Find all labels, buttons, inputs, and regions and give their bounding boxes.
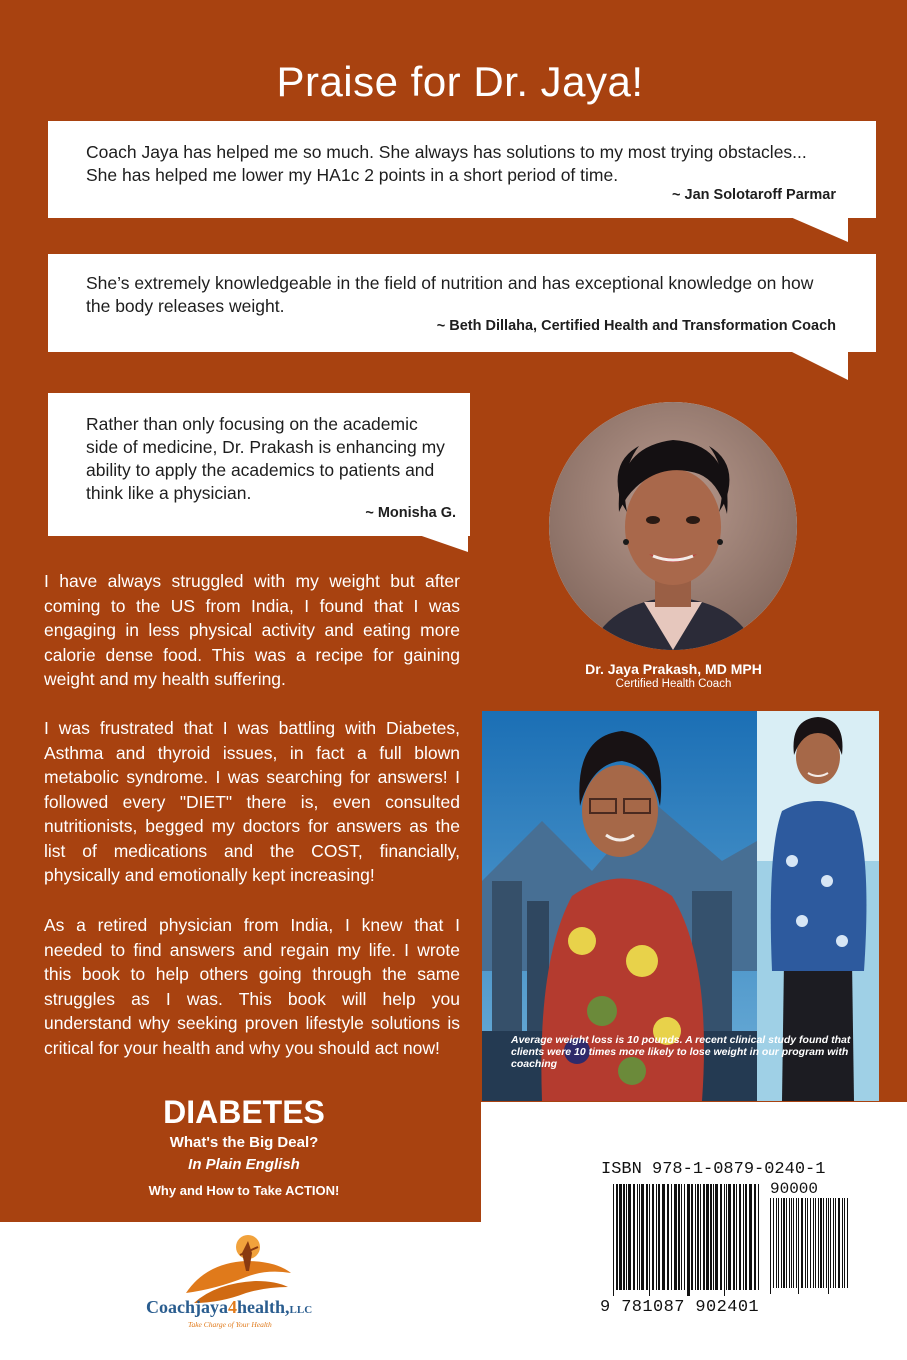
testimonial-author: ~ Jan Solotaroff Parmar	[672, 187, 836, 203]
portrait-illustration	[549, 402, 797, 650]
barcode-bar	[695, 1184, 696, 1290]
barcode-bar	[810, 1198, 811, 1288]
book-title: DIABETES	[163, 1094, 325, 1130]
logo-name-accent: 4	[228, 1297, 237, 1317]
testimonial-bubble	[48, 121, 876, 218]
barcode-bar	[713, 1184, 714, 1290]
logo-name-main: Coachjaya	[146, 1297, 228, 1317]
barcode-bar	[813, 1198, 814, 1288]
barcode-bar	[786, 1198, 787, 1288]
barcode-bar	[720, 1184, 722, 1290]
barcode-bar	[687, 1184, 690, 1296]
speech-bubble-tail	[788, 216, 848, 242]
before-after-photo	[482, 711, 879, 1101]
barcode-bar	[801, 1198, 803, 1288]
photo-caption: Average weight loss is 10 pounds. A recent clinical study found that clients were 10 times more likely to lose weight in our program with coaching	[511, 1034, 851, 1070]
barcode-bar	[770, 1198, 771, 1294]
barcode-bar	[781, 1198, 782, 1288]
barcode-bar	[835, 1198, 836, 1288]
barcode-bar	[791, 1198, 792, 1288]
barcode-bar	[697, 1184, 699, 1290]
body-paragraph: I have always struggled with my weight but after coming to the US from India, I found that I was engaging in less physical activity and eating more calorie dense food. This was a recipe for gaining weight and my health suffering.	[44, 571, 460, 689]
author-name: Dr. Jaya Prakash, MD MPH	[585, 661, 762, 677]
barcode-bar	[706, 1184, 709, 1290]
barcode-bar	[749, 1184, 752, 1290]
price-barcode	[770, 1198, 852, 1294]
barcode-bar	[793, 1198, 794, 1288]
barcode-bar	[745, 1184, 747, 1290]
barcode-bar	[646, 1184, 648, 1290]
barcode-bar	[728, 1184, 731, 1290]
barcode-bar	[733, 1184, 735, 1290]
barcode-bar	[710, 1184, 712, 1290]
barcode-bar	[667, 1184, 669, 1290]
speech-bubble-tail	[788, 350, 848, 380]
barcode-bar	[656, 1184, 657, 1290]
testimonial-quote: She’s extremely knowledgeable in the field of nutrition and has exceptional knowledge on how the body releases weight.	[86, 273, 814, 316]
barcode-bar	[758, 1184, 759, 1290]
book-subtitle: What's the Big Deal?	[169, 1134, 319, 1151]
body-paragraph: I was frustrated that I was battling with Diabetes, Asthma and thyroid issues, in fact a full blown metabolic syndrome. I was searching for answers! I followed every "DIET" there is, even consulted nutritionists, begged my doctors for answers as the list of medications and the COST, financially, physically and emotionally kept increasing!	[44, 718, 460, 885]
barcode-bar	[736, 1184, 737, 1290]
testimonial-author: ~ Beth Dillaha, Certified Health and Transformation Coach	[436, 318, 836, 334]
barcode-bar	[842, 1198, 843, 1288]
barcode-bar	[633, 1184, 635, 1290]
barcode-bar	[826, 1198, 827, 1288]
ean-digits: 9 781087 902401	[600, 1298, 760, 1317]
price-code: 90000	[770, 1180, 819, 1198]
author-title: Certified Health Coach	[615, 678, 732, 690]
testimonial-bubble	[48, 254, 876, 352]
author-portrait	[549, 402, 797, 650]
barcode-bar	[783, 1198, 785, 1288]
testimonial-bubble	[48, 393, 470, 536]
barcode-bar	[674, 1184, 677, 1290]
barcode-bar	[637, 1184, 638, 1290]
barcode-bar	[671, 1184, 672, 1290]
logo-name-suffix: LLC	[289, 1304, 313, 1316]
barcode-bar	[789, 1198, 790, 1288]
barcode-bar	[833, 1198, 834, 1288]
barcode-bar	[658, 1184, 660, 1290]
barcode-bar	[616, 1184, 618, 1290]
barcode-bar	[838, 1198, 840, 1288]
barcode-bar	[798, 1198, 799, 1294]
barcode-bar	[662, 1184, 665, 1290]
isbn-label: ISBN 978-1-0879-0240-1	[601, 1160, 826, 1179]
barcode-bar	[844, 1198, 845, 1288]
barcode-bar	[639, 1184, 640, 1290]
logo-tagline: Take Charge of Your Health	[188, 1320, 272, 1329]
barcode-bar	[724, 1184, 725, 1296]
barcode-bar	[807, 1198, 808, 1288]
barcode-bar	[715, 1184, 718, 1290]
barcode-bar	[823, 1198, 824, 1288]
barcode-bar	[700, 1184, 701, 1290]
barcode-bar	[703, 1184, 705, 1290]
barcode-bar	[641, 1184, 644, 1290]
ean-barcode	[613, 1184, 763, 1296]
barcode-bar	[619, 1184, 622, 1290]
barcode-bar	[830, 1198, 831, 1288]
speech-bubble-tail	[416, 534, 468, 552]
logo-wordmark	[146, 1297, 312, 1318]
body-paragraph: As a retired physician from India, I knew that I needed to find answers and regain my life. I wrote this book to help others going through the same struggles as I was. This book will help you understand why seeking proven lifestyle solutions is critical for your health and why you should act now!	[44, 915, 460, 1058]
barcode-bar	[773, 1198, 774, 1288]
barcode-bar	[726, 1184, 727, 1290]
barcode-bar	[678, 1184, 680, 1290]
barcode-bar	[815, 1198, 816, 1288]
barcode-bar	[623, 1184, 625, 1290]
testimonial-quote: Coach Jaya has helped me so much. She always has solutions to my most trying obstacles... She has helped me lower my HA1c 2 points in a short period of time.	[86, 142, 807, 185]
barcode-bar	[681, 1184, 682, 1290]
barcode-bar	[847, 1198, 848, 1288]
barcode-bar	[613, 1184, 614, 1296]
barcode-bar	[820, 1198, 822, 1288]
praise-heading: Praise for Dr. Jaya!	[276, 58, 644, 105]
testimonial-quote: Rather than only focusing on the academic side of medicine, Dr. Prakash is enhancing my ability to apply the academics to patients and think like a physician.	[86, 414, 445, 503]
book-tagline: In Plain English	[188, 1156, 300, 1173]
barcode-bar	[805, 1198, 806, 1288]
testimonial-author: ~ Monisha G.	[365, 505, 456, 521]
logo-name-rest: health,	[237, 1297, 290, 1317]
barcode-bar	[778, 1198, 779, 1288]
barcode-bar	[649, 1184, 650, 1296]
barcode-bar	[684, 1184, 685, 1290]
barcode-bar	[652, 1184, 654, 1290]
barcode-bar	[796, 1198, 797, 1288]
barcode-bar	[739, 1184, 741, 1290]
barcode-bar	[754, 1184, 756, 1290]
barcode-bar	[626, 1184, 627, 1290]
barcode-bar	[828, 1198, 829, 1294]
barcode-bar	[776, 1198, 777, 1288]
book-call-to-action: Why and How to Take ACTION!	[148, 1183, 340, 1198]
barcode-bar	[743, 1184, 744, 1290]
barcode-bar	[818, 1198, 819, 1288]
barcode-bar	[628, 1184, 631, 1290]
barcode-bar	[691, 1184, 693, 1290]
